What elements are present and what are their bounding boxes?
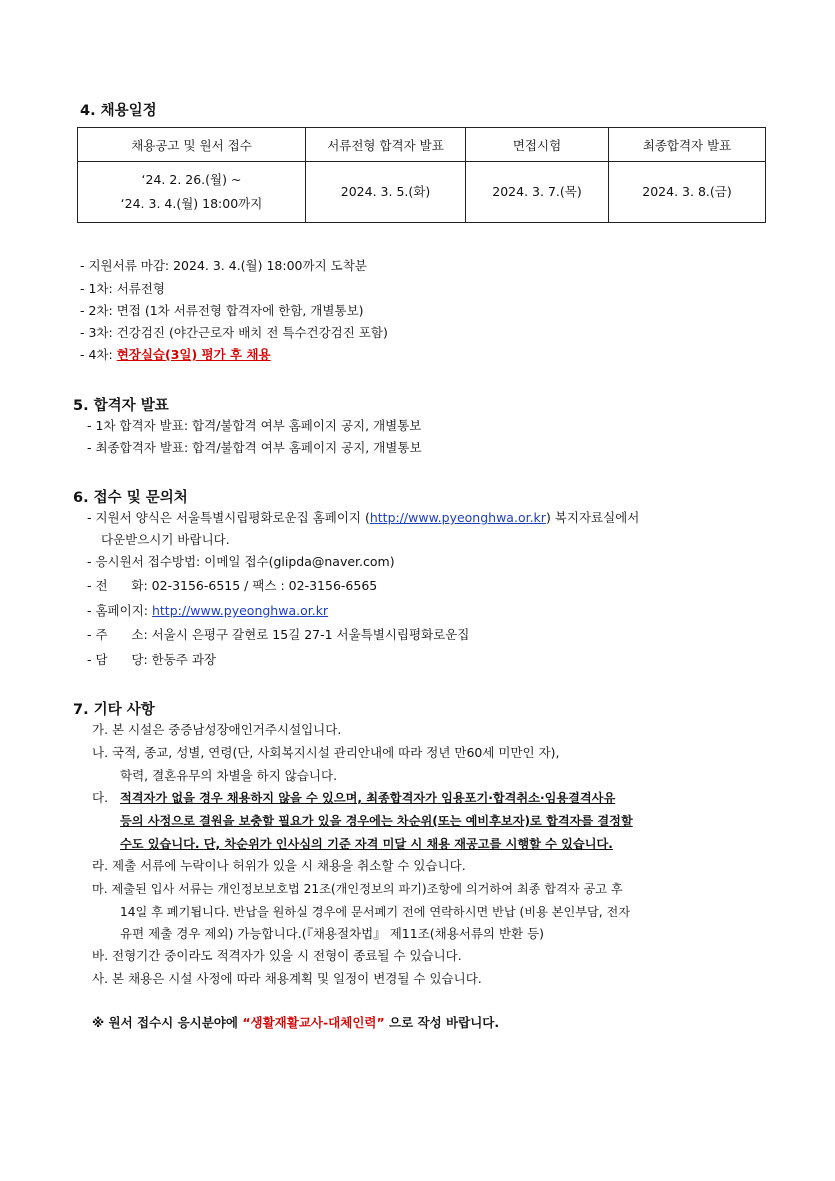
- schedule-cell-line: ‘24. 3. 4.(월) 18:00까지: [120, 196, 263, 211]
- schedule-header-cell: 최종합격자 발표: [609, 128, 766, 162]
- s4-item: - 3차: 건강검진 (야간근로자 배치 전 특수건강검진 포함): [80, 325, 388, 340]
- section-7-title: 7. 기타 사항: [73, 702, 155, 718]
- s6-phone: - 전 화: 02-3156-6515 / 팩스 : 02-3156-6565: [87, 578, 378, 593]
- s6-apply-method: - 응시원서 접수방법: 이메일 접수(glipda@naver.com): [87, 554, 395, 569]
- s7-item-na: 나. 국적, 종교, 성별, 연령(단, 사회복지시설 관리안내에 따라 정년 만60세 미만인 자),: [92, 745, 560, 760]
- schedule-cell-document-result: 2024. 3. 5.(화): [306, 162, 466, 223]
- s6-contact-person: - 담 당: 한동주 과장: [87, 652, 217, 667]
- s6-address: - 주 소: 서울시 은평구 갈현로 15길 27-1 서울특별시립평화로운집: [87, 627, 470, 642]
- s7-item-da-line: 적격자가 없을 경우 채용하지 않을 수 있으며, 최종합격자가 임용포기·합격취소·임용결격사유: [120, 791, 616, 805]
- s7-item-ma: 마. 제출된 입사 서류는 개인정보보호법 21조(개인정보의 파기)조항에 의거하여 최종 합격자 공고 후: [92, 882, 623, 896]
- s7-item-da-line: 수도 있습니다. 단, 차순위가 인사심의 기준 자격 미달 시 채용 재공고를 시행할 수 있습니다.: [120, 837, 613, 851]
- section-4-title: 4. 채용일정: [80, 103, 157, 119]
- note-field-highlight: “생활재활교사-대체인력”: [242, 1015, 385, 1030]
- schedule-header-cell: 채용공고 및 원서 접수: [78, 128, 306, 162]
- s6-form-text-suffix: ) 복지자료실에서: [545, 510, 640, 525]
- s4-item: - 2차: 면접 (1차 서류전형 합격자에 한함, 개별통보): [80, 303, 364, 318]
- section-5-title: 5. 합격자 발표: [73, 398, 169, 414]
- schedule-cell-final-result: 2024. 3. 8.(금): [609, 162, 766, 223]
- s6-form-download-cont: 다운받으시기 바랍니다.: [101, 532, 230, 547]
- s7-item-da-line: 등의 사정으로 결원을 보충할 필요가 있을 경우에는 차순위(또는 예비후보자)로 합격자를 결정할: [120, 814, 633, 828]
- schedule-row: [78, 162, 766, 223]
- schedule-cell-interview: 2024. 3. 7.(목): [466, 162, 609, 223]
- schedule-table: [77, 127, 766, 223]
- s7-item-ma-cont: 유편 제출 경우 제외) 가능합니다.(『채용절차법』 제11조(채용서류의 반환 등): [120, 926, 545, 941]
- s5-item: - 최종합격자 발표: 합격/불합격 여부 홈페이지 공지, 개별통보: [87, 440, 422, 455]
- s6-form-text: - 지원서 양식은 서울특별시립평화로운집 홈페이지 (: [87, 510, 370, 525]
- s7-item-ga: 가. 본 시설은 중증남성장애인거주시설입니다.: [92, 722, 342, 737]
- s7-item-ra: 라. 제출 서류에 누락이나 허위가 있을 시 채용을 취소할 수 있습니다.: [92, 858, 466, 873]
- note-suffix: 으로 작성 바랍니다.: [384, 1015, 500, 1030]
- homepage-link-2[interactable]: http://www.pyeonghwa.or.kr: [151, 603, 329, 618]
- schedule-header-row: [78, 128, 766, 162]
- s4-item: - 1차: 서류전형: [80, 281, 165, 296]
- s4-item: - 지원서류 마감: 2024. 3. 4.(월) 18:00까지 도착분: [80, 258, 367, 273]
- s4-item-final: [80, 347, 271, 363]
- section-6-title: 6. 접수 및 문의처: [73, 490, 188, 506]
- s6-homepage-label: - 홈페이지:: [87, 603, 152, 618]
- note-prefix: ※ 원서 접수시 응시분야에: [92, 1015, 243, 1030]
- application-note: [92, 1015, 499, 1031]
- s7-item-da-label: 다.: [92, 790, 109, 805]
- field-training-highlight: 현장실습(3일) 평가 후 채용: [116, 347, 271, 362]
- s7-item-ma-cont: 14일 후 폐기됩니다. 반납을 원하실 경우에 문서폐기 전에 연락하시면 반납 (비용 본인부담, 전자: [120, 905, 631, 919]
- s5-item: - 1차 합격자 발표: 합격/불합격 여부 홈페이지 공지, 개별통보: [87, 418, 422, 433]
- s6-homepage: [87, 603, 328, 619]
- schedule-cell-line: ‘24. 2. 26.(월) ~: [141, 172, 242, 187]
- homepage-link[interactable]: http://www.pyeonghwa.or.kr: [369, 510, 546, 525]
- s4-item-prefix: - 4차:: [80, 347, 117, 362]
- schedule-header-cell: 면접시험: [466, 128, 609, 162]
- schedule-cell-application: [78, 162, 306, 223]
- s6-form-download: [87, 510, 639, 526]
- schedule-header-cell: 서류전형 합격자 발표: [306, 128, 466, 162]
- s7-item-ba: 바. 전형기간 중이라도 적격자가 있을 시 전형이 종료될 수 있습니다.: [92, 948, 462, 963]
- s7-item-sa: 사. 본 채용은 시설 사정에 따라 채용계획 및 일정이 변경될 수 있습니다.: [92, 971, 482, 986]
- s7-item-na-cont: 학력, 결혼유무의 차별을 하지 않습니다.: [120, 768, 338, 783]
